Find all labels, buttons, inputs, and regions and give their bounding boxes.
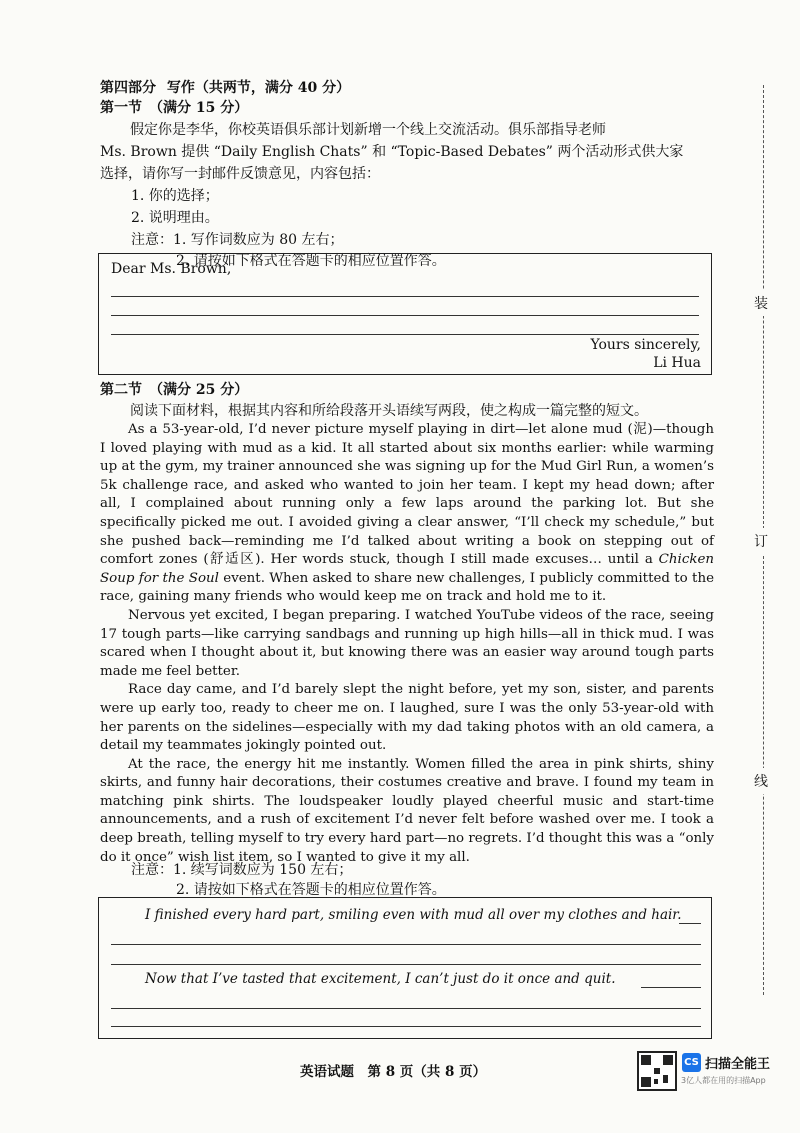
answer-line [111,964,701,965]
answer-line [111,944,701,945]
section1-note [131,231,344,249]
letter-signature: Li Hua [653,355,701,371]
answer-line [679,923,701,924]
continuation-answer-box [98,897,712,1039]
section1-prompt-line2: Ms. Brown 提供 “Daily English Chats” 和 “Topic-Based Debates” 两个活动形式供大家 [100,144,684,160]
letter-greeting: Dear Ms. Brown, [111,261,232,277]
answer-line [641,987,701,988]
letter-closing: Yours sincerely, [590,337,701,353]
section1-point1: 1. 你的选择； [131,188,219,204]
section1-title: 第一节 （满分 15 分） [100,100,249,116]
passage-paragraph: At the race, the energy hit me instantly. Women filled the area in pink shirts, shiny skirts, and funny hair decorations, their costumes creative and brave. I found my team in matching pink shirts. The loudspeaker loudly played cheerful music and start-time announcements, and a rush of excitement I’d never felt before washed over me. I took a deep breath, telling myself to try every hard part—no regrets. I’d thought this was a “only do it once” wish list item, so I wanted to give it my all. [100,756,714,865]
letter-answer-box [98,253,712,375]
answer-line [111,315,699,316]
note-label: 注意： [131,232,173,248]
binding-mark: 装 [754,290,768,316]
binding-mark: 线 [754,768,768,794]
qr-code-icon [637,1051,677,1091]
reading-passage [100,421,714,867]
answer-line [111,296,699,297]
paragraph-tail: event. When asked to share new challenges, I publicly committed to the race, gaining many friends who would keep me on track and hold me to it. [100,570,714,605]
section2-title: 第二节 （满分 25 分） [100,382,249,398]
section1-point2: 2. 说明理由。 [131,210,219,226]
section2-instruction: 阅读下面材料，根据其内容和所给段落开头语续写两段，使之构成一篇完整的短文。 [130,403,648,419]
passage-paragraph: Nervous yet excited, I began preparing. I watched YouTube videos of the race, seeing 17 tough parts—like carrying sandbags and running up high hills—all in thick mud. I was scared when I thought about it, but knowing there was an easier way around tough parts made me feel better. [100,607,714,679]
part-heading [100,79,350,97]
scanner-logo-icon: CS [682,1053,701,1072]
section2-note [131,861,352,879]
part-title: 写作（共两节，满分 40 分） [166,80,351,96]
paragraph-starter-2: Now that I’ve tasted that excitement, I can’t just do it once and quit. [145,971,616,987]
binding-mark: 订 [754,528,768,554]
page-footer: 英语试题 第 8 页（共 8 页） [300,1064,487,1080]
scanner-app-name: 扫描全能王 [705,1057,771,1072]
section1-prompt-line3: 选择，请你写一封邮件反馈意见，内容包括： [100,166,380,182]
section1-prompt-line1: 假定你是李华，你校英语俱乐部计划新增一个线上交流活动。俱乐部指导老师 [130,122,606,138]
passage-paragraph: Race day came, and I’d barely slept the night before, yet my son, sister, and parents were up early too, ready to cheer me on. I laughed, sure I was the only 53-year-old with her parents on the sidelines—especially with my dad taking photos with an old camera, a detail my teammates jokingly pointed out. [100,682,714,754]
paragraph-starter-1: I finished every hard part, smiling even with mud all over my clothes and hair. [145,907,682,923]
answer-line [111,1026,701,1027]
part-number: 第四部分 [100,80,156,96]
note-1: 1. 续写词数应为 150 左右； [173,862,353,878]
scanner-tagline: 3亿人都在用的扫描App [681,1076,766,1085]
note-1: 1. 写作词数应为 80 左右； [173,232,344,248]
section2-note2: 2. 请按如下格式在答题卡的相应位置作答。 [176,882,446,898]
passage-paragraph [100,421,714,607]
paragraph-text: As a 53-year-old, I’d never picture myself playing in dirt—let alone mud (泥)—though I loved playing with mud as a kid. It all started about six months earlier: while warming up at the gym, my trainer announced she was signing up for the Mud Girl Run, a women’s 5k challenge race, and asked who wanted to join her team. I kept my head down; after all, I complained about running only a few laps around the parking lot. But she specifically picked me out. I avoided giving a clear answer, “I’ll check my schedule,” but she pushed back—reminding me I’d talked about writing a book on stepping out of comfort zones (舒适区). Her words stuck, though I still made excuses… until a [100,422,714,568]
answer-line [111,1008,701,1009]
book-title: Chicken Soup for the Soul [100,552,714,586]
note-label: 注意： [131,862,173,878]
section1-note2: 2. 请按如下格式在答题卡的相应位置作答。 [176,253,446,269]
answer-line [111,334,699,335]
